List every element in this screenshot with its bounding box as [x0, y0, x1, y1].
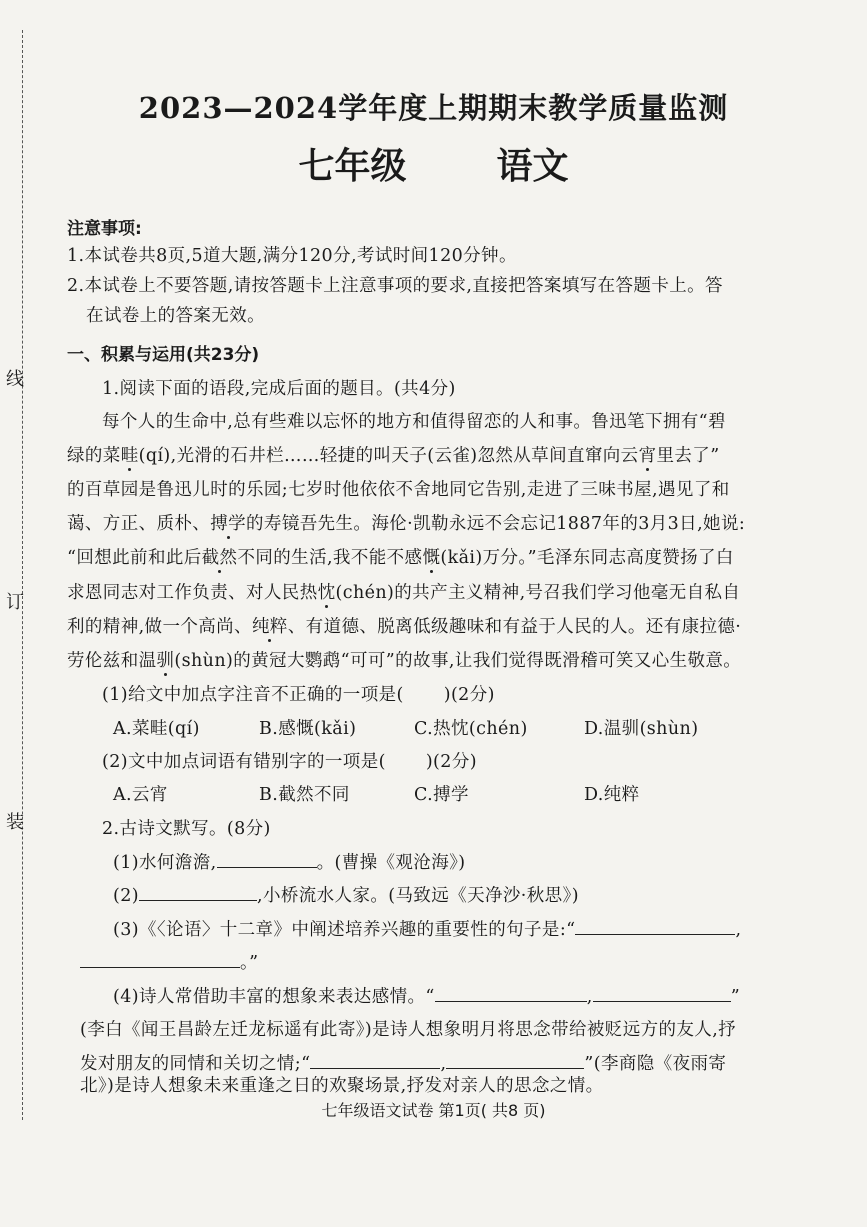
subq1-option-a: A.菜畦(qí)	[113, 719, 200, 739]
poem-line-3: (3)《〈论语〉十二章》中阐述培养兴趣的重要性的句子是:“ ,	[113, 920, 742, 940]
passage-line-3: 的百草园是鲁迅儿时的乐园;七岁时他依依不舍地同它告别,走进了三味书屋,遇见了和	[67, 480, 730, 500]
fill-blank[interactable]	[217, 851, 317, 868]
binding-char-ding: 订	[6, 592, 24, 613]
passage-line-1: 每个人的生命中,总有些难以忘怀的地方和值得留恋的人和事。鲁迅笔下拥有“碧	[102, 412, 726, 432]
poem-line-4-desc-1: (李白《闻王昌龄左迁龙标遥有此寄》)是诗人想象明月将思念带给被贬远方的友人,抒	[80, 1020, 737, 1040]
subject-label: 语文	[496, 145, 569, 187]
notice-heading: 注意事项:	[67, 219, 142, 239]
page-footer: 七年级语文试卷 第1页( 共8 页)	[321, 1101, 546, 1120]
subq2-option-b: B.截然不同	[259, 785, 350, 805]
fill-blank[interactable]	[80, 951, 240, 968]
passage-line-6: 求恩同志对工作负责、对人民热忱(chén)的共产主义精神,号召我们学习他毫无自私自	[67, 583, 741, 603]
subq2-option-a: A.云宵	[113, 785, 168, 805]
exam-subtitle	[0, 138, 867, 189]
passage-line-8: 劳伦兹和温驯(shùn)的黄冠大鹦鹉“可可”的故事,让我们觉得既滑稽可笑又心生敬意。	[67, 651, 742, 671]
poem-line-2: (2) ,小桥流水人家。(马致远《天净沙·秋思》)	[113, 886, 579, 906]
fill-blank[interactable]	[310, 1052, 440, 1069]
subq1-option-d: D.温驯(shùn)	[584, 719, 699, 739]
passage-line-4: 蔼、方正、质朴、搏学的寿镜吾先生。海伦·凯勒永远不会忘记1887年的3月3日,她说:	[67, 514, 746, 534]
fill-blank[interactable]	[446, 1052, 584, 1069]
binding-line	[22, 30, 23, 1120]
poem-line-4-desc-2: 发对朋友的同情和关切之情;“ , ”(李商隐《夜雨寄	[80, 1054, 727, 1074]
fill-blank[interactable]	[139, 884, 257, 901]
subq2-option-c: C.搏学	[414, 785, 469, 805]
subq1-option-c: C.热忱(chén)	[414, 719, 528, 739]
poem-line-3-cont: 。”	[80, 951, 259, 974]
passage-line-7: 利的精神,做一个高尚、纯粹、有道德、脱离低级趣味和有益于人民的人。还有康拉德·	[67, 617, 742, 637]
fill-blank[interactable]	[575, 918, 735, 935]
subq2-option-d: D.纯粹	[584, 785, 640, 805]
fill-blank[interactable]	[593, 985, 731, 1002]
notice-item-2: 2.本试卷上不要答题,请按答题卡上注意事项的要求,直接把答案填写在答题卡上。答	[67, 276, 723, 296]
exam-title: 2023—2024学年度上期期末教学质量监测	[138, 91, 729, 125]
poem-line-4-desc-3: 北》)是诗人想象未来重逢之日的欢聚场景,抒发对亲人的思念之情。	[80, 1076, 604, 1096]
q2-title: 2.古诗文默写。(8分)	[102, 819, 271, 839]
binding-char-zhuang: 装	[6, 812, 24, 833]
binding-char-xian: 线	[6, 369, 24, 390]
grade-label: 七年级	[298, 145, 407, 187]
subq1-option-b: B.感慨(kǎi)	[259, 719, 357, 739]
passage-line-2: 绿的菜畦(qí),光滑的石井栏……轻捷的叫天子(云雀)忽然从草间直窜向云宵里去了”	[67, 446, 720, 466]
fill-blank[interactable]	[435, 985, 587, 1002]
notice-item-2-cont: 在试卷上的答案无效。	[86, 306, 265, 326]
notice-item-1: 1.本试卷共8页,5道大题,满分120分,考试时间120分钟。	[67, 246, 517, 266]
passage-line-5: “回想此前和此后截然不同的生活,我不能不感慨(kǎi)万分。”毛泽东同志高度赞扬了白	[67, 548, 734, 568]
poem-line-4: (4)诗人常借助丰富的想象来表达感情。“ , ”	[113, 987, 741, 1007]
q1-title: 1.阅读下面的语段,完成后面的题目。(共4分)	[102, 379, 456, 399]
section-heading: 一、积累与运用(共23分)	[67, 345, 260, 365]
poem-line-1: (1)水何澹澹, 。(曹操《观沧海》)	[113, 853, 466, 873]
subq1-stem: (1)给文中加点字注音不正确的一项是( )(2分)	[102, 685, 495, 705]
subq2-stem: (2)文中加点词语有错别字的一项是( )(2分)	[102, 752, 477, 772]
